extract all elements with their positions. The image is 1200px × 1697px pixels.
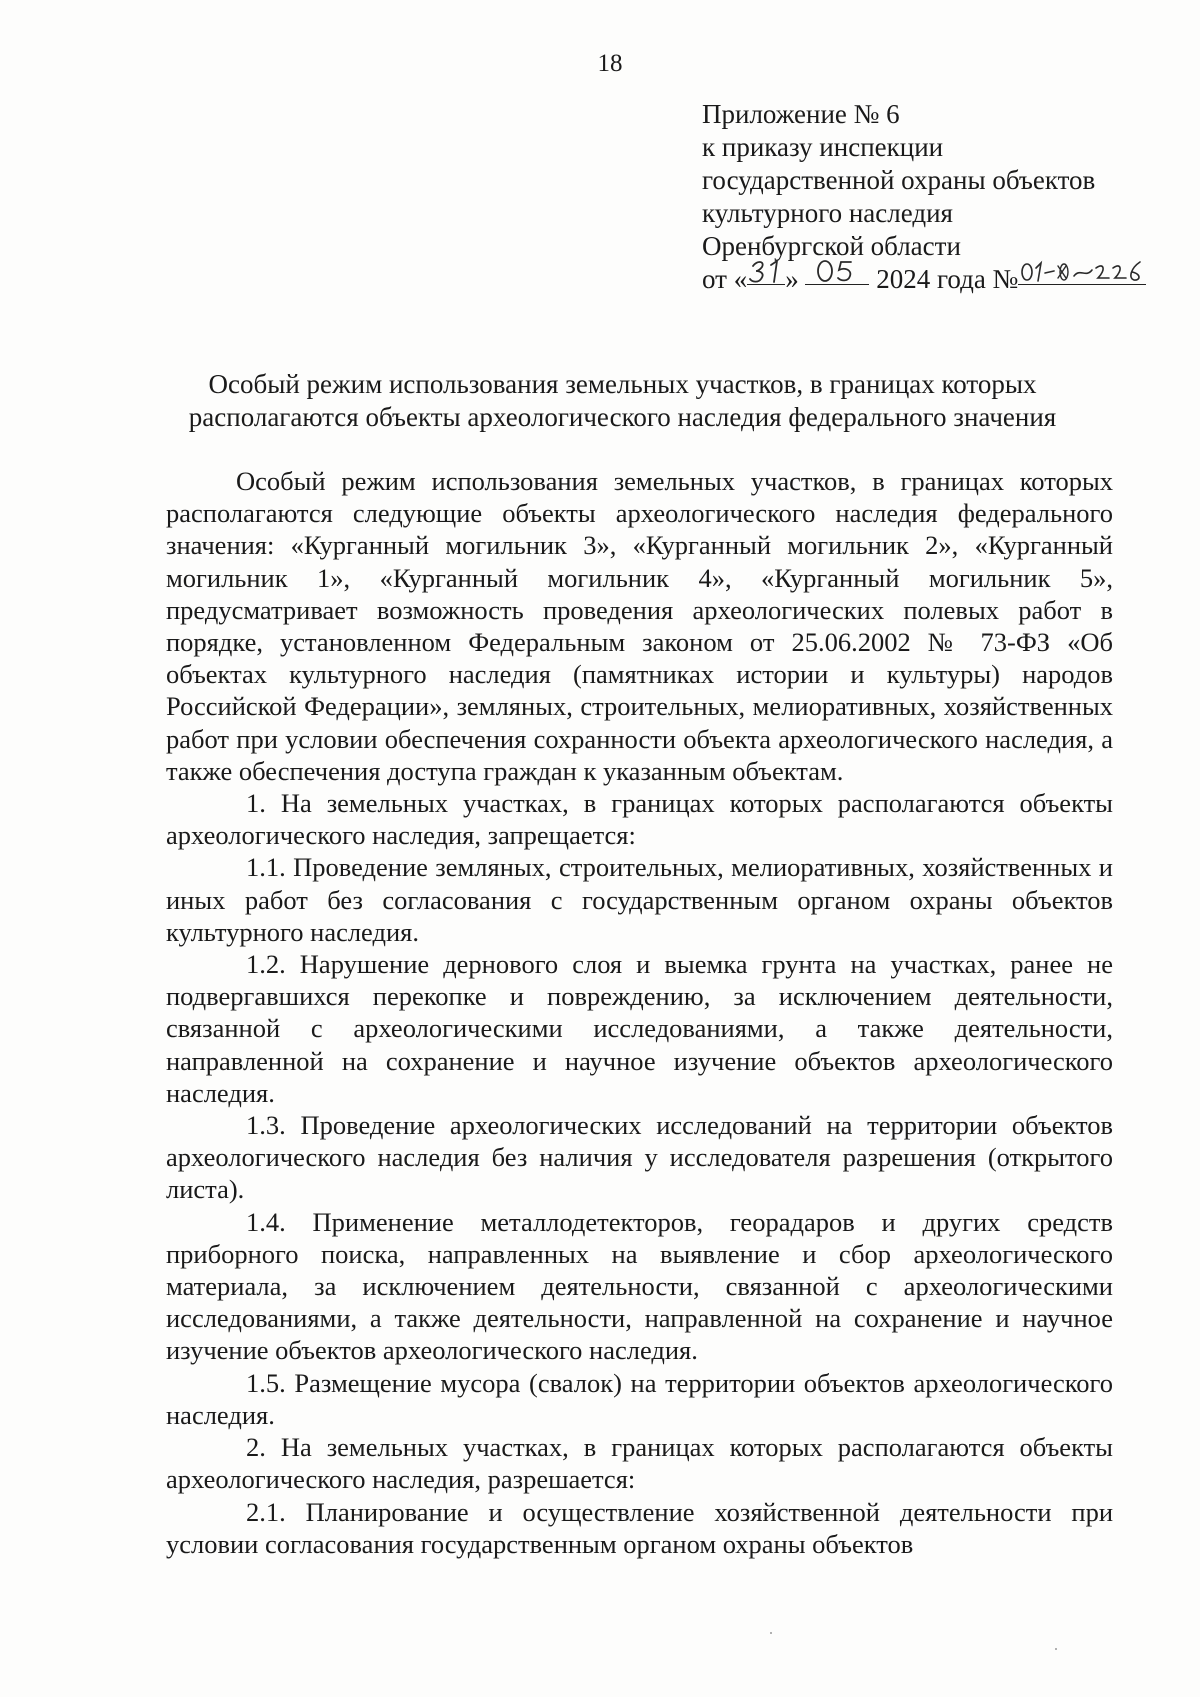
approval-line: к приказу инспекции — [702, 132, 944, 162]
approval-line: государственной охраны объектов — [702, 165, 1096, 195]
clause-1-2: 1.2. Нарушение дернового слоя и выемка грунта на участках, ранее не подвергавшихся перекопке и повреждению, за исключением деятельности, связанной с археологическими исследованиями, а также деятельности, направленной на сохранение и научное изучение объектов археологического наследия. — [166, 949, 1113, 1108]
section-title: Особый режим использования земельных участков, в границах которых располагаются объекты археологического наследия федерального значения — [188, 369, 1057, 432]
approval-line: Приложение № 6 — [702, 99, 900, 129]
clause-2-1: 2.1. Планирование и осуществление хозяйственной деятельности при условии согласования государственным органом охраны объектов — [166, 1496, 1113, 1559]
approval-line: культурного наследия — [702, 198, 953, 228]
order-date-line — [702, 263, 1172, 296]
scan-speck — [1055, 1648, 1057, 1650]
intro-paragraph: Особый режим использования земельных участков, в границах которых располагаются следующие объекты археологического наследия федерального значения: «Курганный могильник 3», «Курганный могильник 2», «Курганный могильник 1», «Курганный могильник 4», «Курганный могильник 5», предусматривает возможность проведения археологических полевых работ в порядке, установленном Федеральным законом от 25.06.2002 № 73-ФЗ «Об объектах культурного наследия (памятниках истории и культуры) народов Российской Федерации», земляных, строительных, мелиоративных, хозяйственных работ при условии обеспечения сохранности объекта археологического наследия, а также обеспечения доступа граждан к указанным объектам. — [166, 466, 1113, 786]
clause-1: 1. На земельных участках, в границах которых располагаются объекты археологического наследия, запрещается: — [166, 788, 1113, 851]
clause-1-3: 1.3. Проведение археологических исследований на территории объектов археологического наследия без наличия у исследователя разрешения (открытого листа). — [166, 1110, 1113, 1205]
approval-block — [702, 98, 1172, 296]
page-number: 18 — [597, 50, 623, 77]
clause-2: 2. На земельных участках, в границах которых располагаются объекты археологического наследия, разрешается: — [166, 1432, 1113, 1495]
document-body — [166, 465, 1113, 1560]
year-and-number-label: 2024 года № — [876, 264, 1019, 294]
clause-1-4: 1.4. Применение металлодетекторов, георадаров и других средств приборного поиска, направленных на выявление и сбор археологического материала, за исключением деятельности, связанной с археологическими исследованиями, а также деятельности, направленной на сохранение и научное изучение объектов археологического наследия. — [166, 1206, 1113, 1366]
clause-1-5: 1.5. Размещение мусора (свалок) на территории объектов археологического наследия. — [166, 1367, 1113, 1430]
date-prefix: от « — [702, 264, 748, 294]
approval-line: Оренбургской области — [702, 231, 961, 261]
date-quote-close: » — [785, 264, 799, 294]
clause-1-1: 1.1. Проведение земляных, строительных, мелиоративных, хозяйственных и иных работ без согласования с государственным органом охраны объектов культурного наследия. — [166, 852, 1113, 947]
scan-speck — [770, 1632, 772, 1634]
